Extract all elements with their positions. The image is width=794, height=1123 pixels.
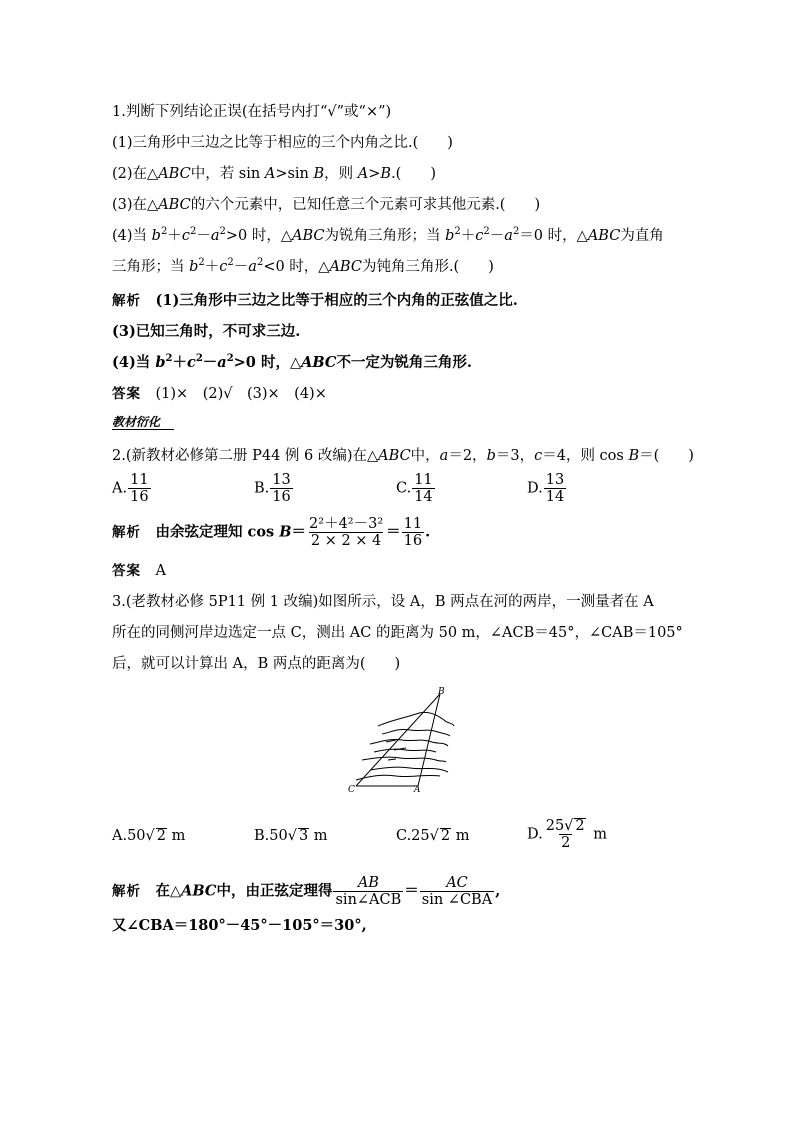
q3-analysis-2: 又∠CBA＝180°－45°－105°＝30°, (112, 917, 367, 934)
q2-option-b: B. $\frac{13}{16}$ (254, 472, 291, 505)
q1-statement-4: (4)当 $b^2+c^2-a^2>0$ 时，△ABC为锐角三角形；当 $b^2+c^2-a^2=0$ 时，△ABC为直角 (112, 226, 664, 244)
section-tag: 教材衍化 (112, 415, 161, 429)
q1-title: 1.判断下列结论正误(在括号内打“√”或“×”) (112, 104, 392, 120)
q1-statement-1: (1)三角形中三边之比等于相应的三个内角之比.( ) (112, 135, 453, 151)
label-b: B (438, 687, 445, 697)
q1-analysis-3: (3)已知三角时，不可求三边. (112, 323, 301, 340)
q1-statement-2: (2)在△ABC中，若 sin A>sin B，则 A>B.( ) (112, 166, 437, 182)
q2-title: 2.(新教材必修第二册 P44 例 6 改编)在△ABC中，a＝2，b＝3，c＝4，则 cos B＝( ) (112, 448, 694, 464)
label-a: A (414, 785, 421, 795)
q1-answer: 答案 (1)× (2)√ (3)× (4)× (112, 386, 327, 402)
q1-statement-4-cont: 三角形；当 $b^2+c^2-a^2<0$ 时，△ABC为钝角三角形.( ) (112, 257, 494, 275)
q3-option-d: D. $\frac{25√ 2}{2}$ m (527, 818, 608, 851)
q3-line-1: 3.(老教材必修 5P11 例 1 改编)如图所示，设 A，B 两点在河的两岸，一测量者在 A (112, 594, 654, 610)
label-c: C (348, 785, 355, 795)
q2-option-c: C. $\frac{11}{14}$ (396, 472, 433, 505)
river-figure (340, 684, 460, 796)
answer-label: 答案 (112, 386, 141, 402)
q3-analysis: 解析 在△ABC中，由正弦定理得 $\frac{AB}{\text{sin∠ACB}}$ ＝ $\frac{AC}{\text{sin ∠CBA}}$ , (112, 875, 501, 908)
q3-option-c: C.25√ 2 m (396, 828, 470, 844)
q3-option-b: B.50√ 3 m (254, 828, 328, 844)
q3-line-2: 所在的同侧河岸边选定一点 C，测出 AC 的距离为 50 m，∠ACB＝45°，∠CAB＝105° (112, 625, 683, 641)
q3-option-a: A.50√ 2 m (112, 828, 186, 844)
analysis-label: 解析 (112, 293, 141, 309)
q1-analysis-1: 解析 (1)三角形中三边之比等于相应的三个内角的正弦值之比. (112, 292, 518, 309)
q1-statement-3: (3)在△ABC的六个元素中，已知任意三个元素可求其他元素.( ) (112, 197, 541, 213)
q2-option-a: A. $\frac{11}{16}$ (112, 472, 149, 505)
q2-option-d: D. $\frac{13}{14}$ (527, 472, 565, 505)
q2-analysis: 解析 由余弦定理知 cos B＝ $\frac{\text{2²＋4²－3²}}{2 \times 2 \times 4}$ ＝ $\frac{11}{16}$ . (112, 516, 431, 549)
q1-analysis-4: (4)当 $b^2+c^2-a^2>0$ 时，△ABC不一定为锐角三角形. (112, 353, 472, 371)
section-tag-underline (112, 429, 174, 430)
q3-line-3: 后，就可以计算出 A，B 两点的距离为( ) (112, 656, 401, 672)
q2-answer: 答案 A (112, 563, 166, 579)
